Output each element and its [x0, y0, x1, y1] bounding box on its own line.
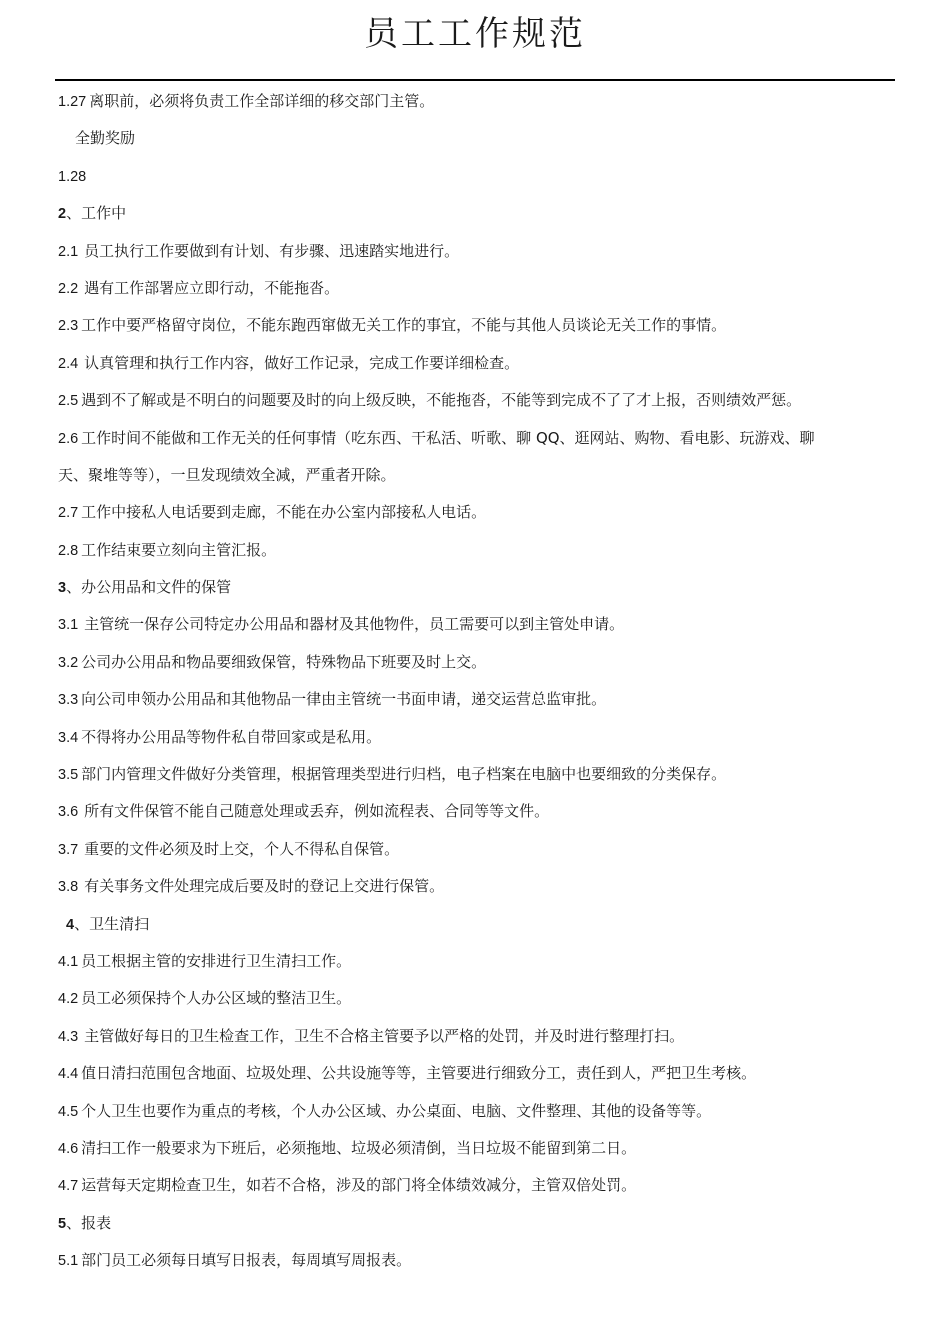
clause-number: 4.1: [58, 953, 79, 970]
clause-number: 4.4: [58, 1066, 79, 1083]
clause-number: 2: [58, 206, 67, 223]
paragraph-line: [58, 606, 896, 643]
clause-text: 工作中接私人电话要到走廊，不能在办公室内部接私人电话。: [81, 503, 487, 522]
paragraph-line: [58, 1167, 896, 1204]
clause-text: 部门员工必须每日填写日报表，每周填写周报表。: [81, 1251, 412, 1270]
clause-text: 部门内管理文件做好分类管理，根据管理类型进行归档，电子档案在电脑中也要细致的分类保存。: [81, 765, 727, 784]
paragraph-line: [58, 943, 896, 980]
clause-number: 3.4: [58, 729, 79, 746]
paragraph-line: [58, 457, 896, 494]
clause-number: 4.5: [58, 1103, 79, 1120]
paragraph-line: [58, 719, 896, 756]
paragraph-line: [58, 1130, 896, 1167]
paragraph-line: [58, 158, 896, 195]
clause-text: 天、聚堆等等），一旦发现绩效全减，严重者开除。: [58, 465, 396, 484]
paragraph-line: [58, 420, 896, 457]
paragraph-line: [58, 307, 896, 344]
clause-text: 、报表: [66, 1213, 112, 1232]
clause-text: 员工必须保持个人办公区域的整洁卫生。: [81, 989, 352, 1008]
paragraph-line: [58, 494, 896, 531]
paragraph-line: [58, 980, 896, 1017]
paragraph-line: [58, 382, 896, 419]
clause-text: 员工执行工作要做到有计划、有步骤、迅速踏实地进行。: [84, 241, 460, 260]
clause-text: 主管做好每日的卫生检查工作，卫生不合格主管要予以严格的处罚，并及时进行整理打扫。: [84, 1026, 685, 1045]
clause-number: 3.5: [58, 767, 79, 784]
clause-text: 公司办公用品和物品要细致保管，特殊物品下班要及时上交。: [81, 652, 487, 671]
paragraph-line: [58, 83, 896, 120]
clause-number: 2.6: [58, 430, 79, 447]
clause-number: 2.7: [58, 505, 79, 522]
clause-number: 1.27: [58, 94, 87, 110]
paragraph-line: [58, 270, 896, 307]
clause-text: 工作时间不能做和工作无关的任何事情（吃东西、干私活、听歌、聊 QQ、逛网站、购物、看电影、玩游戏、聊: [81, 428, 815, 447]
clause-number: 4.2: [58, 991, 79, 1008]
clause-text: 遇有工作部署应立即行动，不能拖沓。: [84, 278, 340, 297]
section-heading: [58, 569, 896, 606]
clause-text: 不得将办公用品等物件私自带回家或是私用。: [81, 727, 382, 746]
title-divider: [55, 79, 895, 81]
paragraph-line: [58, 681, 896, 718]
paragraph-line: [58, 831, 896, 868]
clause-number: 2.1: [58, 243, 79, 260]
clause-number: 2.2: [58, 280, 79, 297]
clause-number: 3.7: [58, 841, 79, 858]
paragraph-line: [58, 793, 896, 830]
clause-number: 2.3: [58, 318, 79, 335]
paragraph-line: [58, 345, 896, 382]
clause-number: 4.3: [58, 1028, 79, 1045]
clause-text: 运营每天定期检查卫生，如若不合格，涉及的部门将全体绩效减分，主管双倍处罚。: [81, 1176, 637, 1195]
clause-text: 工作中要严格留守岗位，不能东跑西窜做无关工作的事宜，不能与其他人员谈论无关工作的事情。: [81, 316, 727, 335]
clause-text: 所有文件保管不能自己随意处理或丢弃，例如流程表、合同等等文件。: [84, 802, 550, 821]
clause-text: 、办公用品和文件的保管: [66, 578, 232, 597]
clause-number: 3.6: [58, 804, 79, 821]
paragraph-line: [58, 1093, 896, 1130]
paragraph-line: [58, 868, 896, 905]
clause-text: 清扫工作一般要求为下班后，必须拖地、垃圾必须清倒，当日垃圾不能留到第二日。: [81, 1138, 637, 1157]
clause-text: 离职前，必须将负责工作全部详细的移交部门主管。: [89, 92, 435, 110]
clause-number: 4.6: [58, 1140, 79, 1157]
clause-text: 个人卫生也要作为重点的考核，个人办公区域、办公桌面、电脑、文件整理、其他的设备等等。: [81, 1101, 712, 1120]
paragraph-line: [58, 1055, 896, 1092]
paragraph-line: [58, 644, 896, 681]
clause-text: 员工根据主管的安排进行卫生清扫工作。: [81, 951, 352, 970]
clause-text: 主管统一保存公司特定办公用品和器材及其他物件，员工需要可以到主管处申请。: [84, 615, 625, 634]
paragraph-line: [58, 532, 896, 569]
clause-text: 、工作中: [66, 204, 127, 223]
clause-number: 3: [58, 580, 67, 597]
clause-number: 5.1: [58, 1253, 79, 1270]
paragraph-line: [58, 120, 896, 157]
clause-number: 5: [58, 1215, 67, 1232]
clause-number: 3.3: [58, 692, 79, 709]
clause-number: 3.2: [58, 654, 79, 671]
paragraph-line: [58, 1242, 896, 1279]
clause-text: 、卫生清扫: [74, 914, 150, 933]
clause-number: 3.8: [58, 879, 79, 896]
clause-number: 2.8: [58, 542, 79, 559]
clause-text: 工作结束要立刻向主管汇报。: [81, 540, 277, 559]
paragraph-line: [58, 756, 896, 793]
section-heading: [58, 195, 896, 232]
clause-number: 2.4: [58, 355, 79, 372]
clause-number: 1.28: [58, 168, 87, 185]
clause-text: 遇到不了解或是不明白的问题要及时的向上级反映，不能拖沓，不能等到完成不了了才上报，否则绩效严惩。: [81, 391, 802, 410]
section-heading: [58, 906, 896, 943]
clause-text: 向公司申领办公用品和其他物品一律由主管统一书面申请，递交运营总监审批。: [81, 690, 607, 709]
document-body: [58, 83, 896, 1280]
section-heading: [58, 1205, 896, 1242]
paragraph-line: [58, 233, 896, 270]
clause-number: 4: [66, 916, 75, 933]
clause-number: 4.7: [58, 1178, 79, 1195]
clause-text: 全勤奖励: [75, 129, 136, 148]
clause-text: 有关事务文件处理完成后要及时的登记上交进行保管。: [84, 877, 445, 896]
page-title: 员工工作规范: [364, 14, 586, 54]
clause-number: 3.1: [58, 617, 79, 634]
clause-text: 重要的文件必须及时上交，个人不得私自保管。: [84, 839, 400, 858]
paragraph-line: [58, 1018, 896, 1055]
clause-number: 2.5: [58, 393, 79, 410]
clause-text: 认真管理和执行工作内容，做好工作记录，完成工作要详细检查。: [84, 353, 520, 372]
clause-text: 值日清扫范围包含地面、垃圾处理、公共设施等等，主管要进行细致分工，责任到人，严把卫生考核。: [81, 1064, 757, 1083]
